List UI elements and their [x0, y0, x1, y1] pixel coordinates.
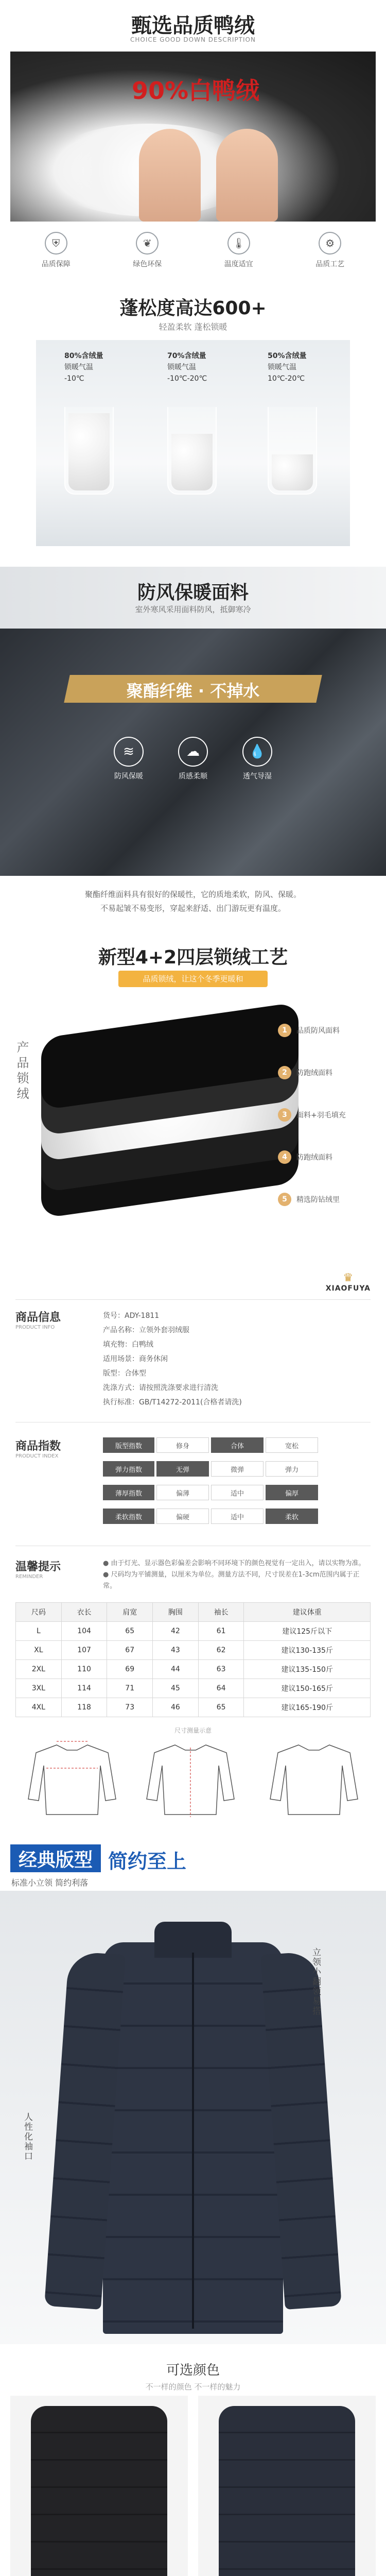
cloud-icon: ☁: [178, 737, 208, 767]
size-en: REMINDER: [15, 1574, 43, 1580]
size-title: 温馨提示: [15, 1561, 61, 1573]
colors-sub: 不一样的颜色 不一样的魅力: [145, 2382, 241, 2392]
fabric-title: 防风保暖面料: [137, 582, 249, 603]
size-header-row: 尺码 衣长 肩宽 胸围 袖长 建议体重: [16, 1603, 371, 1622]
feature-craft: [294, 232, 366, 269]
tech-point-label: 防跑绒面料: [296, 1154, 332, 1162]
tech-subtitle: 品质锁绒，让这个冬季更暖和: [143, 974, 243, 984]
bullet-5: 5: [278, 1193, 291, 1206]
fabric-desc-2: 不易起皱不易变形，穿起来舒适、出门游玩更有温度。: [100, 904, 286, 913]
size-heading: [15, 1558, 61, 1580]
fabric-icon-label: 透气导湿: [243, 772, 272, 781]
info-row: 洗涤方式：请按照洗涤要求进行清洗: [103, 1384, 218, 1392]
bullet-3: 3: [278, 1108, 291, 1122]
bullet-1: 1: [278, 1024, 291, 1037]
colors-title: 可选颜色: [166, 2363, 220, 2378]
tech-point-label: 精选防钻绒里: [296, 1196, 340, 1204]
feature-label: 品质工艺: [315, 260, 345, 268]
feature-label: 温度适宜: [224, 260, 253, 268]
index-row-fit: 版型指数 修身 合体 宽松: [103, 1437, 318, 1453]
cups-panel: [36, 340, 350, 546]
fabric-subtitle: 室外寒风采用面料防风，抵御寒冷: [135, 605, 251, 614]
jacket-main: [57, 1911, 329, 2334]
info-title: 商品信息: [15, 1311, 61, 1324]
brand-logo: [326, 1272, 371, 1293]
index-row-softness: 柔软指数 偏硬 适中 柔软: [103, 1509, 318, 1524]
hero-image: [10, 52, 376, 222]
hero-subtitle: CHOICE GOOD DOWN DESCRIPTION: [130, 36, 256, 43]
jacket-black: [31, 2406, 167, 2576]
table-row: XL 107 67 43 62 建议130-135斤: [16, 1641, 371, 1660]
tech-point-1: [278, 1015, 381, 1046]
cup-2-text: [167, 350, 207, 384]
table-row: 4XL 118 73 46 65 建议165-190斤: [16, 1698, 371, 1717]
hero-badge: 90%白鸭绒: [131, 77, 260, 105]
tech-point-4: [278, 1142, 381, 1173]
info-section: [0, 1267, 386, 1422]
hero-feature-row: [10, 232, 376, 269]
leaf-icon: ❦: [136, 232, 159, 255]
tech-section: [0, 938, 386, 1267]
cup-3-line2: 10℃-20℃: [268, 375, 305, 383]
size-diagram: [15, 1737, 371, 1825]
feature-eco: [111, 232, 183, 269]
cup-3-line1: 锁暖气温: [268, 363, 296, 371]
cup-2-line2: -10℃-20℃: [167, 375, 207, 383]
drop-icon: 💧: [242, 737, 272, 767]
fabric-desc-1: 聚酯纤维面料具有很好的保暖性，它的质地柔软，防风、保暖。: [84, 890, 301, 899]
tech-point-5: [278, 1184, 381, 1215]
tech-point-3: [278, 1099, 381, 1130]
info-heading: [15, 1309, 61, 1330]
fabric-icon-wind: [103, 737, 154, 781]
cup-80: [64, 407, 114, 495]
feature-quality: [20, 232, 92, 269]
size-notes: [103, 1558, 371, 1592]
color-card-blue[interactable]: [198, 2396, 376, 2576]
size-diagram-label: 尺寸测量示意: [174, 1727, 212, 1734]
index-section: [0, 1422, 386, 1546]
tech-point-label: 防跑绒面料: [296, 1069, 332, 1077]
info-row: 货号：ADY-1811: [103, 1312, 160, 1320]
fabric-icons-row: [103, 737, 283, 781]
info-row: 执行标准：GB/T14272-2011(合格者请洗): [103, 1398, 242, 1406]
fill-title-text: 蓬松度高达600+: [119, 298, 267, 319]
fabric-icon-drop: [232, 737, 283, 781]
fill-title: [0, 294, 386, 320]
cup-50: [268, 407, 317, 495]
fabric-image: [0, 629, 386, 876]
cup-1-name: 80%含绒量: [64, 352, 103, 360]
fabric-header-band: [0, 567, 386, 629]
fill-subtitle: 轻盈柔软 蓬松锁暖: [159, 322, 227, 332]
index-title: 商品指数: [15, 1440, 61, 1453]
cup-1-line2: -10℃: [64, 375, 84, 383]
classic-photo: [0, 1891, 386, 2344]
tech-side-label: 产品锁绒: [14, 1041, 29, 1103]
hand-left: [139, 129, 201, 222]
cup-3-text: [268, 350, 307, 384]
thermometer-icon: 🌡: [227, 232, 250, 255]
feature-label: 品质保障: [41, 260, 71, 268]
fabric-icon-cloud: [167, 737, 219, 781]
cups-row: [36, 407, 350, 510]
info-rows: [103, 1309, 360, 1410]
info-row: 填充物：白鸭绒: [103, 1341, 153, 1349]
index-heading: [15, 1437, 61, 1459]
fill-power-section: [0, 278, 386, 567]
fabric-banner-text: 聚酯纤维 · 不掉水: [126, 681, 260, 701]
fabric-icon-label: 质感柔顺: [179, 772, 207, 781]
tech-points: [278, 1015, 381, 1215]
color-card-black[interactable]: [10, 2396, 188, 2576]
layers-illustration: [31, 999, 288, 1242]
info-row: 版型：合体型: [103, 1369, 146, 1378]
cup-2-line1: 锁暖气温: [167, 363, 196, 371]
index-en: PRODUCT INDEX: [15, 1453, 59, 1459]
colors-section: [0, 2349, 386, 2576]
tech-subtitle-pill: [118, 971, 268, 987]
index-row-thickness: 薄厚指数 偏薄 适中 偏厚: [103, 1485, 318, 1500]
index-grid: [103, 1437, 318, 1532]
hand-right: [216, 129, 278, 222]
feature-temp: [203, 232, 275, 269]
size-section: [0, 1546, 386, 1834]
cup-70: [167, 407, 217, 495]
bullet-2: 2: [278, 1066, 291, 1079]
size-note: ● 尺码均为平铺测量，以厘米为单位。测量方法不同，尺寸误差在1-3cm范围内属于正常。: [103, 1571, 360, 1590]
fabric-icon-label: 防风保暖: [114, 772, 143, 781]
tech-point-2: [278, 1057, 381, 1088]
cup-1-text: [64, 350, 103, 384]
cup-3-name: 50%含绒量: [268, 352, 307, 360]
shield-icon: ⛨: [45, 232, 67, 255]
hero-title: 甄选品质鸭绒: [131, 14, 255, 38]
classic-title2: 简约至上: [108, 1850, 187, 1873]
bullet-4: 4: [278, 1150, 291, 1164]
brand-name: XIAOFUYA: [325, 1284, 371, 1293]
size-note: ● 由于灯光、显示器色彩偏差会影响不同环境下的颜色视觉有一定出入，请以实物为准。: [103, 1560, 365, 1567]
jacket-blue: [219, 2406, 355, 2576]
wind-icon: ≋: [114, 737, 144, 767]
info-row: 产品名称：立领外套羽绒服: [103, 1326, 189, 1334]
info-row: 适用场景：商务休闲: [103, 1355, 168, 1363]
classic-title-box: [10, 1844, 101, 1872]
classic-title: 经典版型: [19, 1849, 93, 1871]
table-row: 2XL 110 69 44 63 建议135-150斤: [16, 1660, 371, 1679]
cup-1-line1: 锁暖气温: [64, 363, 93, 371]
cup-2-name: 70%含绒量: [167, 352, 206, 360]
gear-icon: ⚙: [319, 232, 341, 255]
jacket-zipper: [192, 1953, 194, 2329]
size-table: [15, 1602, 371, 1717]
classic-callout-left: 人性化袖口: [22, 2112, 32, 2161]
classic-header: [0, 1834, 386, 1891]
crown-icon: ♛: [343, 1272, 354, 1284]
index-row-stretch: 弹力指数 无弹 微弹 弹力: [103, 1461, 318, 1477]
info-en: PRODUCT INFO: [15, 1325, 55, 1330]
hero-section: [0, 0, 386, 278]
tech-title: 新型4+2四层锁绒工艺: [98, 947, 288, 968]
table-row: L 104 65 42 61 建议125斤以下: [16, 1622, 371, 1641]
info-divider: [15, 1299, 371, 1300]
table-row: 3XL 114 71 45 64 建议150-165斤: [16, 1679, 371, 1698]
classic-subtitle: 标准小立领 简约利落: [11, 1878, 89, 1888]
tech-point-label: 面料+羽毛填充: [296, 1111, 346, 1120]
fabric-section: [0, 567, 386, 938]
tech-point-label: 品质防风面料: [296, 1027, 340, 1035]
feature-label: 绿色环保: [133, 260, 162, 268]
classic-section: [0, 1834, 386, 2349]
classic-callout-right: 立领小翻领易搭: [310, 1947, 321, 2016]
